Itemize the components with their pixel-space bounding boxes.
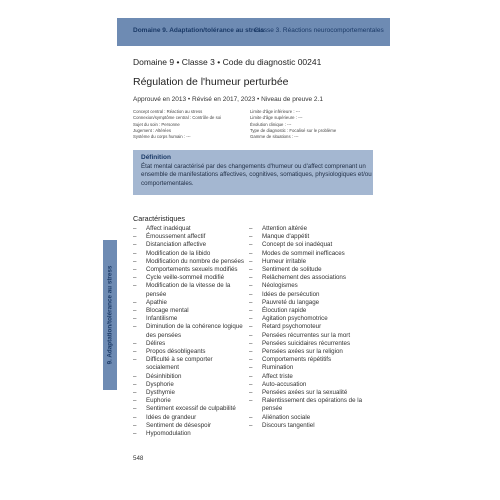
meta-item: Limite d'âge inférieure : --- [250,109,301,114]
list-item: – Comportements sexuels modifiés [133,266,245,274]
list-item: – Modification du nombre de pensées [133,258,245,266]
list-item: – Délires [133,340,245,348]
list-item: – Élocution rapide [249,307,367,315]
list-item: – Humeur irritable [249,258,367,266]
list-item: – Pensées récurrentes sur la mort [249,332,367,340]
list-item: – Aliénation sociale [249,414,367,422]
list-item: – Sentiment de désespoir [133,422,245,430]
list-item: – Attention altérée [249,225,367,233]
list-item: – Désinhibition [133,373,245,381]
list-item: – Manque d'appétit [249,233,367,241]
list-item: – Relâchement des associations [249,274,367,282]
list-item: – Pensées axées sur la religion [249,348,367,356]
list-item: – Retard psychomoteur [249,323,367,331]
meta-right-column [250,109,336,140]
header-domain: Domaine 9. Adaptation/tolérance au stress [133,27,265,34]
diagnosis-title: Régulation de l'humeur perturbée [133,76,289,88]
list-item: – Dysphorie [133,381,245,389]
list-item: – Rumination [249,364,367,372]
list-item: – Émoussement affectif [133,233,245,241]
list-item: – Pensées suicidaires récurrentes [249,340,367,348]
characteristics-title: Caractéristiques [133,214,185,223]
list-item: – Infantilisme [133,315,245,323]
meta-item: Gamme de situations : --- [250,134,299,140]
list-item: – Affect inadéquat [133,225,245,233]
list-item: – Idées de persécution [249,291,367,299]
meta-item: Concept central : Réaction au stress [133,109,203,114]
meta-item: Limite d'âge supérieure : --- [250,115,303,121]
meta-item: Connexion/symptôme central : Contrôle de soi [133,115,222,121]
list-item: – Sentiment de solitude [249,266,367,274]
list-item: – Apathie [133,299,245,307]
list-item: – Euphorie [133,397,245,405]
list-item: – Auto-accusation [249,381,367,389]
list-item: – Comportements répétitifs [249,356,367,364]
list-item: – Propos désobligeants [133,348,245,356]
list-item: – Diminution de la cohérence logique des pensées [133,323,245,339]
list-item: – Blocage mental [133,307,245,315]
list-item: – Modification de la libido [133,250,245,258]
domain-class-code: Domaine 9 • Classe 3 • Code du diagnostic 00241 [133,57,322,67]
meta-item: Jugement : Altérées [133,127,171,133]
characteristics-right-list [249,225,367,430]
list-item: – Difficulté à se comporter socialement [133,356,245,372]
definition-text: État mental caractérisé par des changements d'humeur ou d'affect comprenant un ensemble de manifestations affectives, cognitives, somatiques, physiologiques et/ou comportementales. [141,163,372,187]
list-item: – Modification de la vitesse de la pensée [133,282,245,298]
page-number: 548 [133,455,144,462]
meta-item: Type de diagnostic : Focalisé sur le problème [250,127,337,133]
header-class: Classe 3. Réactions neurocomportementales [254,27,384,34]
meta-item: Évolution clinique : --- [250,121,292,127]
list-item: – Concept de soi inadéquat [249,241,367,249]
list-item: – Néologismes [249,282,367,290]
characteristics-left-list [133,225,245,438]
meta-item: Système du corps humain : --- [133,134,191,140]
list-item: – Idées de grandeur [133,414,245,422]
list-item: – Pensées axées sur la sexualité [249,389,367,397]
list-item: – Hypomodulation [133,430,245,438]
list-item: – Affect triste [249,373,367,381]
list-item: – Agitation psychomotrice [249,315,367,323]
list-item: – Ralentissement des opérations de la pensée [249,397,367,413]
list-item: – Dysthymie [133,389,245,397]
meta-left-column [133,109,221,140]
approval-line: Approuvé en 2013 • Révisé en 2017, 2023 • Niveau de preuve 2.1 [133,96,323,103]
list-item: – Cycle veille-sommeil modifié [133,274,245,282]
list-item: – Distanciation affective [133,241,245,249]
list-item: – Pauvreté du langage [249,299,367,307]
side-tab-label: 9. Adaptation/tolérance au stress [106,265,114,365]
meta-item: Sujet du soin : Personne [133,121,180,127]
definition-title: Définition [141,154,171,161]
list-item: – Discours tangentiel [249,422,367,430]
list-item: – Modes de sommeil inefficaces [249,250,367,258]
list-item: – Sentiment excessif de culpabilité [133,405,245,413]
